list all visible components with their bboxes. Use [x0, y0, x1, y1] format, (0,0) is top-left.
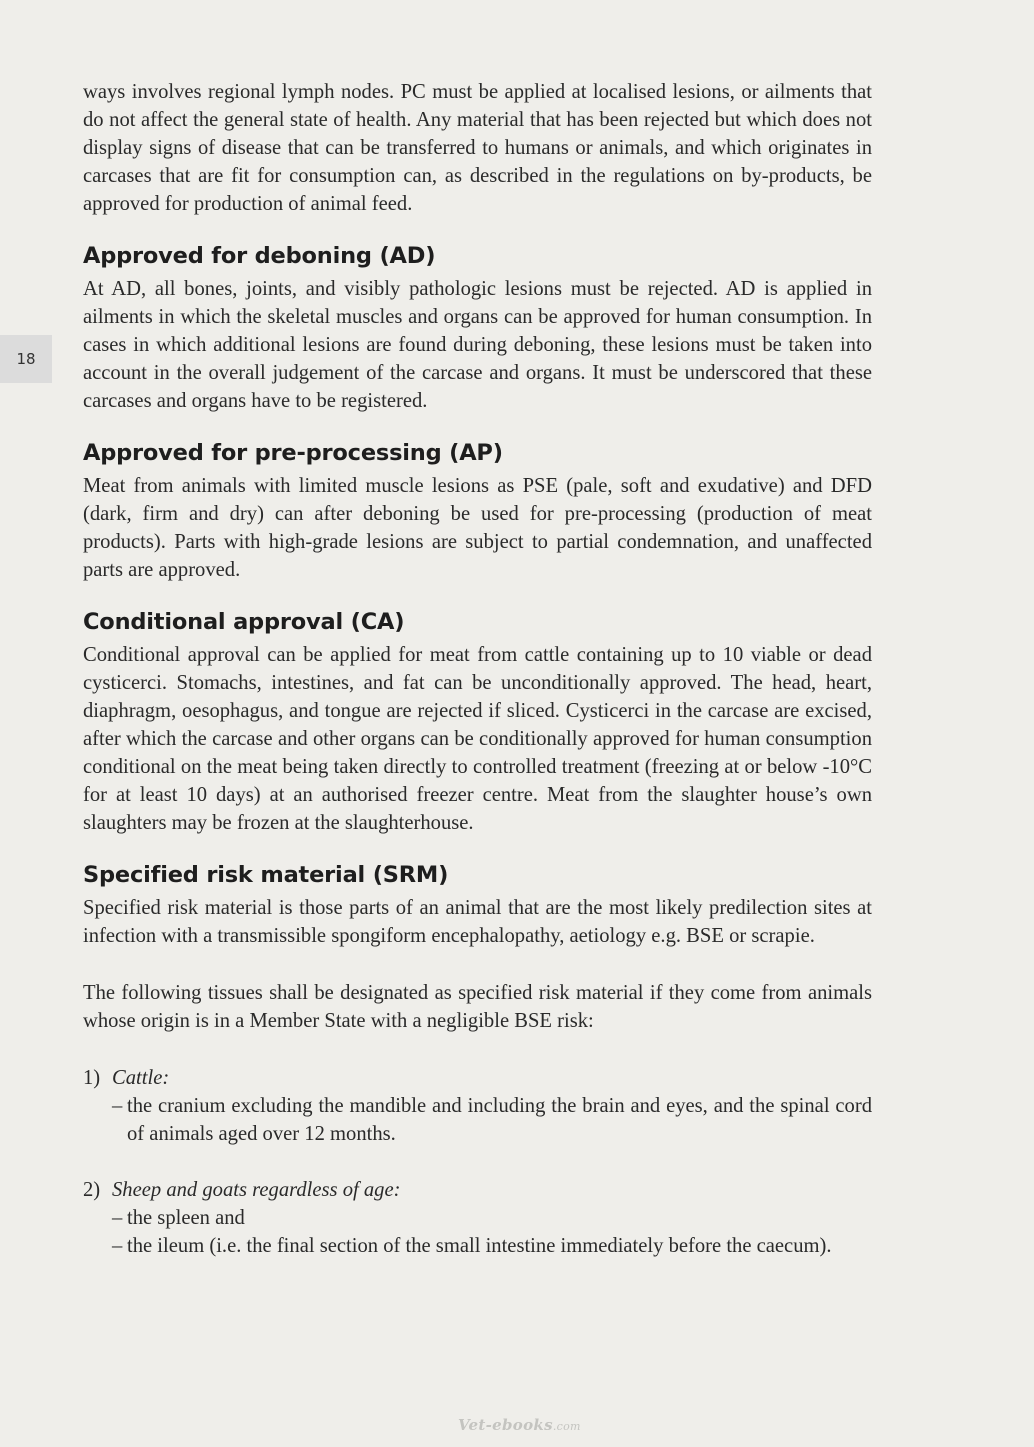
- list-number: 2): [83, 1179, 101, 1201]
- dash-item: – the cranium excluding the mandible and including the brain and eyes, and the spinal cord of animals aged over 12 months.: [83, 1092, 872, 1148]
- list-item-cattle: [83, 1064, 872, 1148]
- section-text-conditional: Conditional approval can be applied for meat from cattle containing up to 10 viable or dead cysticerci. Stomachs, intestines, and fat can be unconditionally approved. The head, heart, diaphragm, oesophagus, and tongue are rejected if sliced. Cysticerci in the carcase are excised, after which the carcase and other organs can be conditionally approved for human consumption conditional on the meat being taken directly to controlled treatment (freezing at or below -10°C for at least 10 days) at an authorised freezer centre. Meat from the slaughter house’s own slaughters may be frozen at the slaughterhouse.: [83, 644, 872, 834]
- page-number-tab: [0, 335, 52, 383]
- srm-tissues-paragraph: The following tissues shall be designated as specified risk material if they come from animals whose origin is in a Member State with a negligible BSE risk:: [83, 982, 872, 1032]
- dash-marker: –: [112, 1207, 123, 1229]
- list-item-sheep-goats: [83, 1176, 872, 1260]
- dash-item: – the spleen and: [83, 1204, 872, 1232]
- page-content: [83, 78, 872, 1260]
- list-label: Cattle:: [112, 1067, 170, 1089]
- section-heading-conditional: Conditional approval (CA): [83, 609, 405, 635]
- page-number: 18: [16, 350, 36, 368]
- section-heading-deboning: Approved for deboning (AD): [83, 243, 436, 269]
- section-heading-srm: Specified risk material (SRM): [83, 862, 449, 888]
- section-text-srm: Specified risk material is those parts of an animal that are the most likely predilection sites at infection with a transmissible spongiform encephalopathy, aetiology e.g. BSE or scrapie.: [83, 897, 872, 947]
- section-text-deboning: At AD, all bones, joints, and visibly pathologic lesions must be rejected. AD is applied in ailments in which the skeletal muscles and organs can be approved for human consumption. In cases in which additional lesions are found during deboning, these lesions must be taken into account in the overall judgement of the carcase and organs. It must be underscored that these carcases and organs have to be registered.: [83, 278, 872, 412]
- intro-paragraph: ways involves regional lymph nodes. PC must be applied at localised lesions, or ailments that do not affect the general state of health. Any material that has been rejected but which does not display signs of disease that can be transferred to humans or animals, and which originates in carcases that are fit for consumption can, as described in the regulations on by-products, be approved for production of animal feed.: [83, 81, 872, 215]
- list-label: Sheep and goats regardless of age:: [112, 1179, 401, 1201]
- vet-ebooks-logo: Vet-ebooks.com: [458, 1416, 581, 1434]
- dash-marker: –: [112, 1235, 123, 1257]
- dash-item: – the ileum (i.e. the final section of the small intestine immediately before the caecum).: [83, 1232, 872, 1260]
- section-heading-preprocessing: Approved for pre-processing (AP): [83, 440, 503, 466]
- dash-marker: –: [112, 1095, 123, 1117]
- list-number: 1): [83, 1067, 101, 1089]
- section-text-preprocessing: Meat from animals with limited muscle lesions as PSE (pale, soft and exudative) and DFD (dark, firm and dry) can after deboning be used for pre-processing (production of meat products). Parts with high-grade lesions are subject to partial condemnation, and unaffected parts are approved.: [83, 475, 872, 581]
